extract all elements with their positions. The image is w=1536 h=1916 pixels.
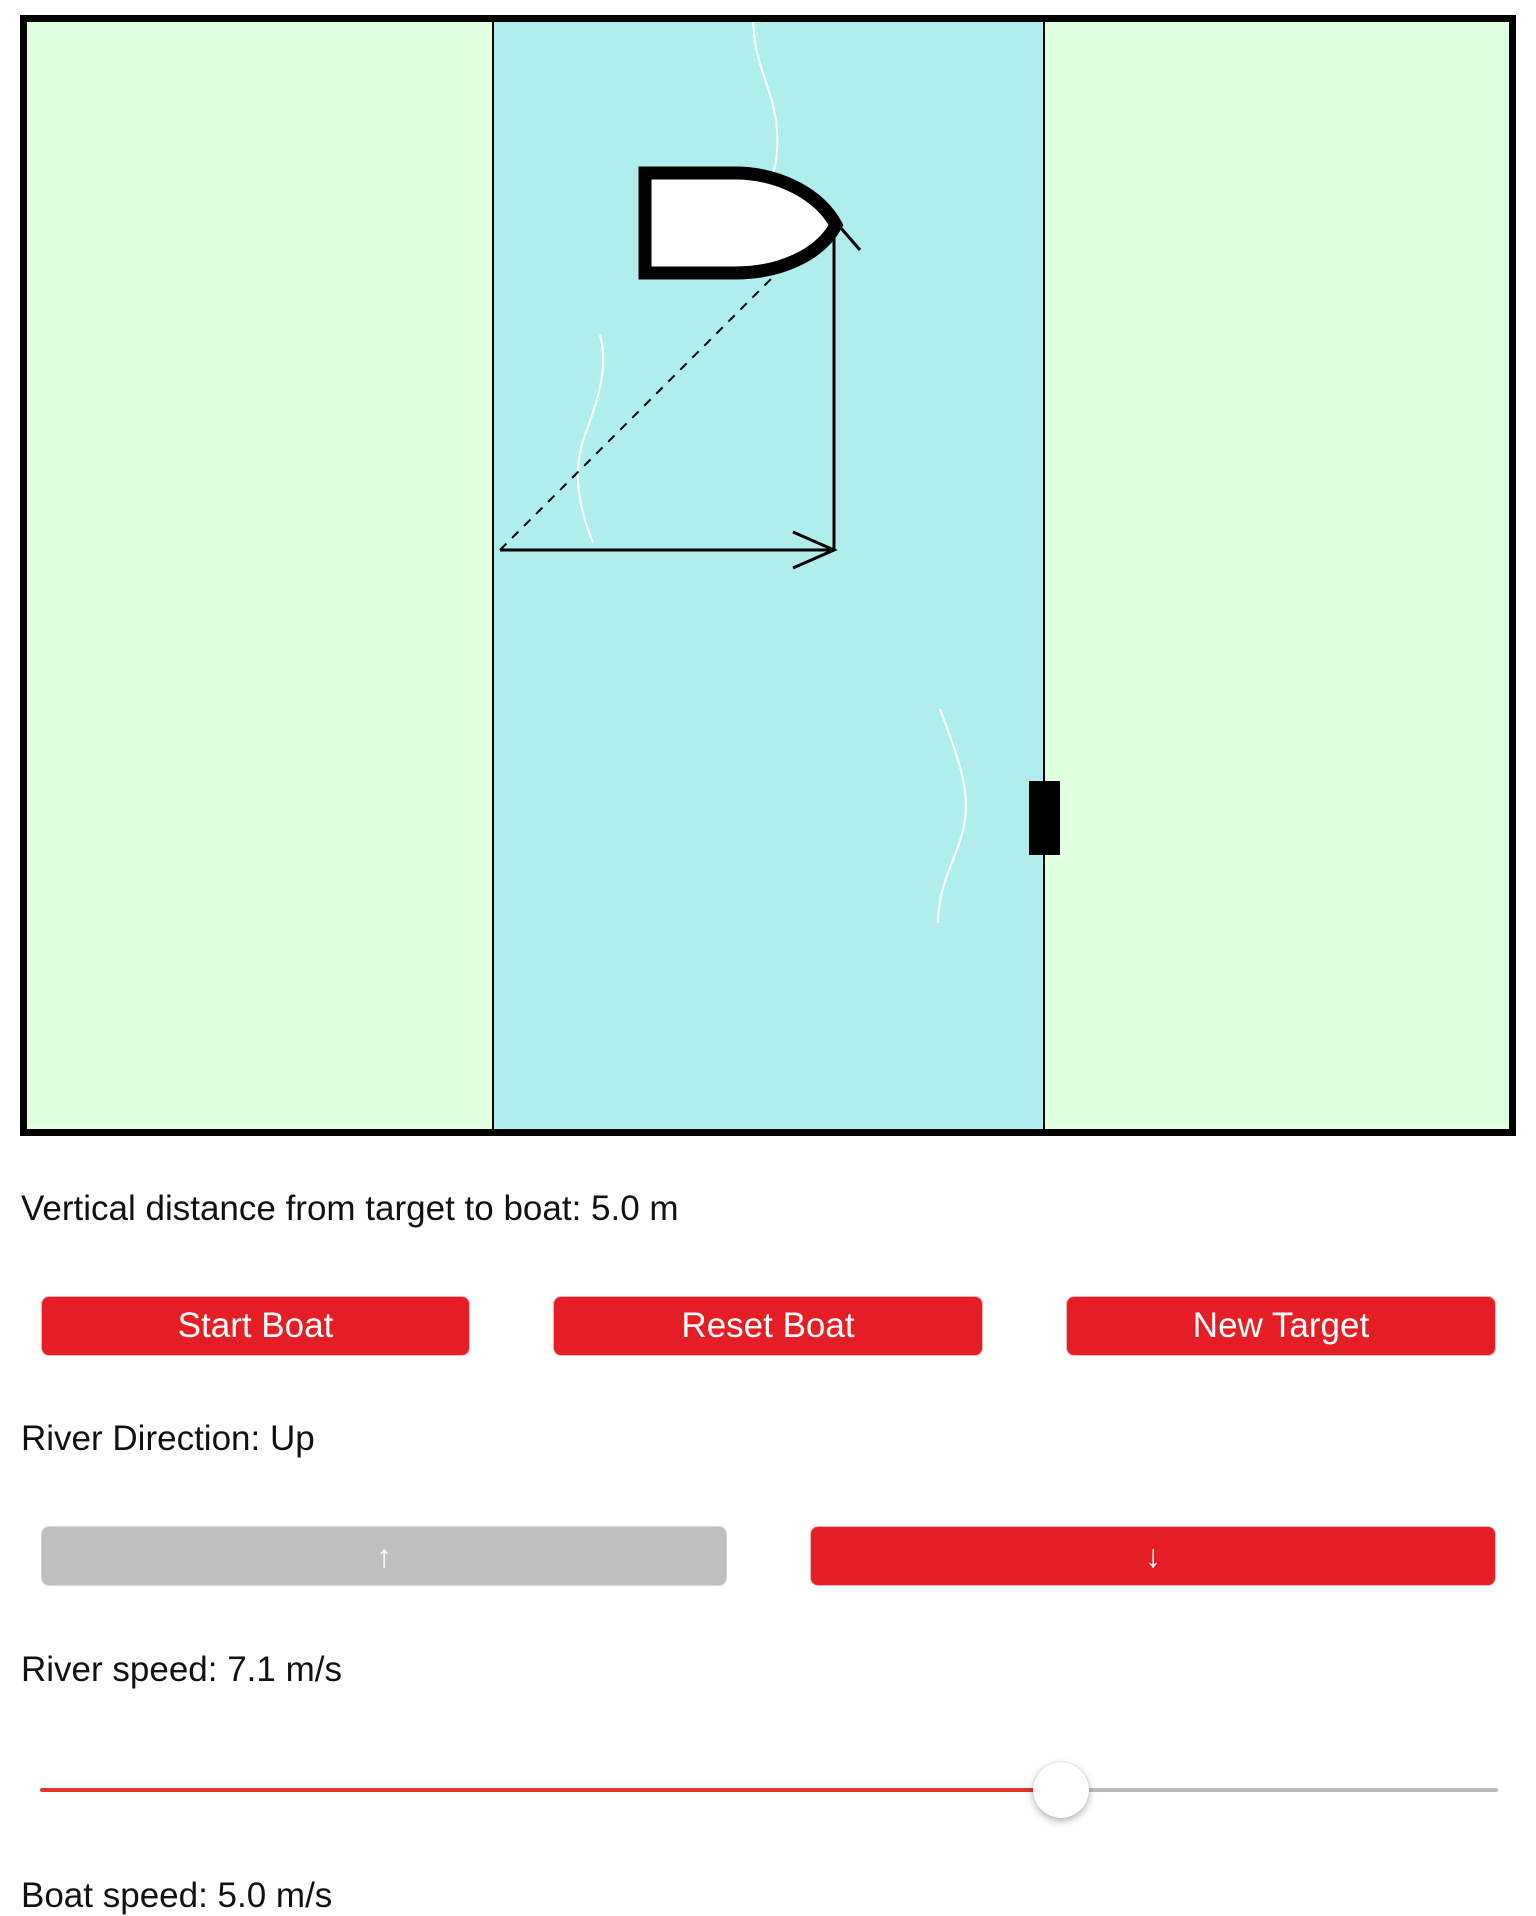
slider-thumb[interactable] xyxy=(1033,1762,1089,1818)
slider-track-empty xyxy=(1061,1788,1498,1792)
river-direction-up-button[interactable] xyxy=(41,1526,727,1586)
reset-boat-button[interactable]: Reset Boat xyxy=(553,1296,983,1356)
river-speed-readout: River speed: 7.1 m/s xyxy=(21,1650,342,1689)
river-simulation-canvas xyxy=(20,15,1516,1136)
right-bank xyxy=(1044,20,1511,1131)
left-bank xyxy=(25,20,493,1131)
vertical-distance-readout: Vertical distance from target to boat: 5.0 m xyxy=(21,1189,679,1228)
new-target-button[interactable]: New Target xyxy=(1066,1296,1496,1356)
boat-speed-readout: Boat speed: 5.0 m/s xyxy=(21,1876,333,1915)
arrow-down-icon: ↓ xyxy=(1145,1538,1161,1574)
river-speed-slider[interactable] xyxy=(40,1760,1498,1820)
slider-track-filled xyxy=(40,1788,1061,1792)
river-direction-readout: River Direction: Up xyxy=(21,1419,315,1458)
river-direction-down-button[interactable] xyxy=(810,1526,1496,1586)
boat xyxy=(645,173,836,273)
target-marker xyxy=(1029,781,1060,855)
arrow-up-icon: ↑ xyxy=(376,1538,392,1574)
start-boat-button[interactable]: Start Boat xyxy=(41,1296,470,1356)
